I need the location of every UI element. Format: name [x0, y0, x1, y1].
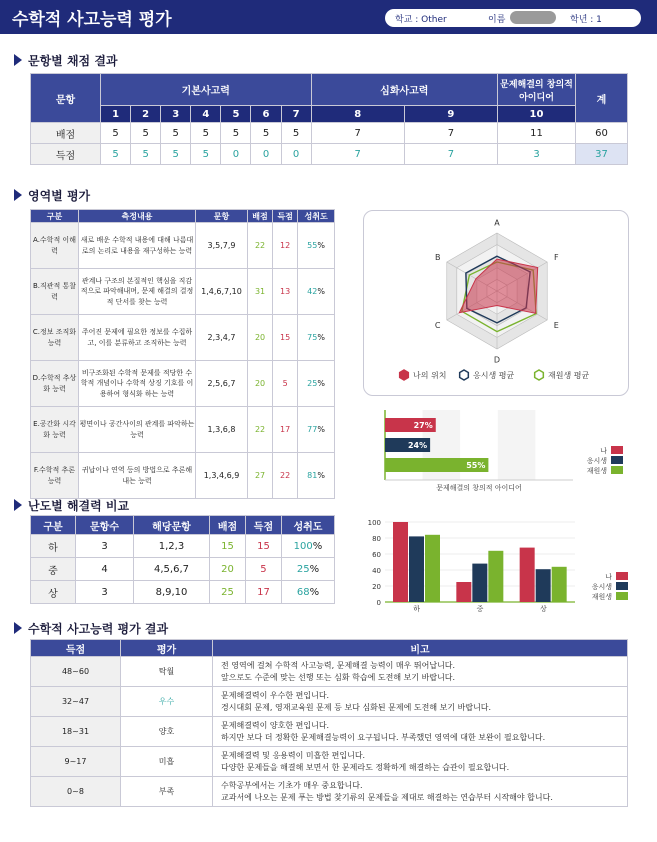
note-line: 문제해결력이 우수한 편입니다. [221, 690, 330, 700]
area-points: 31 [248, 269, 273, 315]
area-score: 17 [273, 407, 298, 453]
radar-axis-label: E [553, 321, 559, 331]
category-label: 상 [539, 605, 547, 613]
score-cell: 7 [404, 144, 497, 165]
area-pct [298, 223, 335, 269]
result-row [31, 777, 628, 807]
level: 상 [31, 581, 76, 604]
area-items: 1,4,6,7,10 [196, 269, 248, 315]
area-row [31, 361, 335, 407]
pct-value: 25 [307, 378, 318, 388]
level: 하 [31, 535, 76, 558]
item-number: 5 [221, 106, 251, 123]
points-cell: 7 [404, 123, 497, 144]
legend-label: 응시생 [586, 457, 607, 465]
header-cell: 문항수 [76, 516, 134, 535]
area-score: 22 [273, 453, 298, 499]
pct [281, 581, 334, 604]
count: 3 [76, 581, 134, 604]
points-cell: 5 [161, 123, 191, 144]
score-cell: 3 [498, 144, 576, 165]
legend-marker [460, 370, 469, 380]
area-points: 22 [248, 223, 273, 269]
note [213, 657, 628, 687]
school-label: 학교 : Other [395, 15, 447, 25]
range: 0~8 [31, 777, 121, 807]
section-title-difficulty: 난도별 해결력 비교 [14, 497, 129, 514]
category-label: 문제해결의 창의적 아이디어 [436, 484, 522, 492]
difficulty-row [31, 558, 335, 581]
arrow-icon [14, 499, 22, 511]
note [213, 717, 628, 747]
area-points: 20 [248, 361, 273, 407]
item-number: 7 [281, 106, 311, 123]
legend-label: 재원생 [586, 467, 607, 475]
area-score: 15 [273, 315, 298, 361]
grade: 미흡 [121, 747, 213, 777]
score: 17 [245, 581, 281, 604]
score-cell: 7 [311, 144, 404, 165]
pct-value: 25 [296, 563, 310, 575]
pct-unit: % [317, 286, 325, 296]
pct-unit: % [317, 378, 325, 388]
radar-axis-label: D [493, 355, 501, 365]
area-pct [298, 315, 335, 361]
arrow-icon [14, 54, 22, 66]
note-line: 문제해결력 및 응용력이 미흡한 편입니다. [221, 750, 366, 760]
area-name: B.직관적 통찰력 [31, 269, 79, 315]
pct [281, 535, 334, 558]
creative-bar-chart [375, 408, 635, 493]
grade-label: 학년 : 1 [570, 15, 602, 25]
area-desc: 평면이나 공간사이의 관계를 파악하는 능력 [79, 407, 196, 453]
note [213, 777, 628, 807]
pct-unit: % [317, 332, 325, 342]
legend-swatch [616, 592, 628, 600]
radar-chart [364, 211, 630, 397]
area-score: 12 [273, 223, 298, 269]
pct-unit: % [309, 563, 320, 575]
note [213, 747, 628, 777]
legend-marker [400, 370, 409, 380]
points-total: 60 [576, 123, 628, 144]
item-number: 8 [311, 106, 404, 123]
note [213, 687, 628, 717]
grade: 양호 [121, 717, 213, 747]
radar-panel [363, 210, 629, 396]
pct-unit: % [317, 424, 325, 434]
bar [536, 569, 551, 602]
range: 48~60 [31, 657, 121, 687]
range: 18~31 [31, 717, 121, 747]
score-cell: 5 [191, 144, 221, 165]
radar-axis-label: F [553, 252, 559, 262]
difficulty-row [31, 535, 335, 558]
area-name: E.공간화 시각화 능력 [31, 407, 79, 453]
legend-marker [535, 370, 544, 380]
points-cell: 5 [191, 123, 221, 144]
header-cell: 문항 [196, 210, 248, 223]
difficulty-table [30, 515, 335, 604]
range: 9~17 [31, 747, 121, 777]
score-cell: 5 [161, 144, 191, 165]
item-number: 4 [191, 106, 221, 123]
pct [281, 558, 334, 581]
item-number: 10 [498, 106, 576, 123]
score-total: 37 [576, 144, 628, 165]
name-redacted [510, 11, 556, 24]
points-cell: 5 [101, 123, 131, 144]
note-line: 앞으로도 수준에 맞는 선행 또는 심화 학습에 도전해 보기 바랍니다. [221, 672, 456, 682]
legend-swatch [611, 456, 623, 464]
pct-unit: % [309, 586, 320, 598]
radar-axis-label: A [494, 218, 500, 228]
level: 중 [31, 558, 76, 581]
y-tick-label: 100 [367, 519, 381, 527]
area-row [31, 269, 335, 315]
pct-unit: % [312, 540, 323, 552]
pct-value: 75 [307, 332, 318, 342]
bar [425, 535, 440, 602]
area-desc: 관계나 구조의 본질적인 핵심을 직감적으로 파악해내며, 문제 해결의 결정적 단서를 찾는 능력 [79, 269, 196, 315]
category-label: 하 [413, 605, 421, 613]
difficulty-row [31, 581, 335, 604]
area-name: D.수학적 추상화 능력 [31, 361, 79, 407]
header-basic: 기본사고력 [101, 74, 312, 106]
header-creative: 문제해결의 창의적 아이디어 [498, 74, 576, 106]
score-cell: 0 [221, 144, 251, 165]
range: 32~47 [31, 687, 121, 717]
bar [472, 564, 487, 602]
area-items: 2,3,4,7 [196, 315, 248, 361]
item-number: 6 [251, 106, 281, 123]
header-cell: 해당문항 [134, 516, 210, 535]
area-pct [298, 407, 335, 453]
area-items: 1,3,6,8 [196, 407, 248, 453]
item-score-table [30, 73, 628, 165]
note-line: 경시대회 문제, 영재교육원 문제 등 보다 심화된 문제에 도전해 보기 바랍니다. [221, 702, 492, 712]
section-title-result: 수학적 사고능력 평가 결과 [14, 620, 168, 637]
area-desc: 주어진 문제에 필요한 정보를 수집하고, 이를 분류하고 조직하는 능력 [79, 315, 196, 361]
note-line: 수학공부에서는 기초가 매우 중요합니다. [221, 780, 363, 790]
bar [393, 522, 408, 602]
legend-swatch [611, 466, 623, 474]
y-tick-label: 80 [372, 535, 381, 543]
page-title: 수학적 사고능력 평가 [12, 10, 172, 30]
header-cell: 성취도 [298, 210, 335, 223]
area-pct [298, 269, 335, 315]
grade: 우수 [121, 687, 213, 717]
header-cell: 성취도 [281, 516, 334, 535]
header-cell: 측정내용 [79, 210, 196, 223]
header-cell: 구분 [31, 210, 79, 223]
area-pct [298, 361, 335, 407]
bar [456, 582, 471, 602]
pct-value: 81 [307, 470, 318, 480]
difficulty-bar-chart [355, 512, 640, 617]
pct-value: 100 [293, 540, 313, 552]
note-line: 교과서에 나오는 문제 푸는 방법 찾기류의 문제들을 제대로 해결하는 연습부터 시작해야 합니다. [221, 792, 553, 802]
area-row [31, 223, 335, 269]
points-cell: 5 [251, 123, 281, 144]
area-desc: 귀납이나 연역 등의 방법으로 추론해 내는 능력 [79, 453, 196, 499]
student-info [385, 9, 641, 27]
item-number: 2 [131, 106, 161, 123]
header-deep: 심화사고력 [311, 74, 497, 106]
y-tick-label: 60 [372, 551, 381, 559]
grid-band [498, 410, 536, 480]
header-cell: 비고 [213, 640, 628, 657]
header-cell: 평가 [121, 640, 213, 657]
area-name: C.정보 조직화 능력 [31, 315, 79, 361]
pct-value: 68 [296, 586, 310, 598]
bar [552, 567, 567, 602]
items: 4,5,6,7 [134, 558, 210, 581]
area-name: A.수학적 이해력 [31, 223, 79, 269]
area-score: 13 [273, 269, 298, 315]
y-tick-label: 0 [376, 599, 381, 607]
note-line: 하지만 보다 더 정확한 문제해결능력이 요구됩니다. 부족했던 영역에 대한 보완이 필요합니다. [221, 732, 546, 742]
result-table [30, 639, 628, 807]
area-points: 20 [248, 315, 273, 361]
item-number: 1 [101, 106, 131, 123]
note-line: 전 영역에 걸쳐 수학적 사고능력, 문제해결 능력이 매우 뛰어납니다. [221, 660, 456, 670]
legend-swatch [616, 572, 628, 580]
arrow-icon [14, 622, 22, 634]
pct-unit: % [317, 240, 325, 250]
category-label: 중 [476, 605, 484, 613]
points-cell: 7 [311, 123, 404, 144]
points: 20 [210, 558, 246, 581]
points-cell: 5 [131, 123, 161, 144]
area-desc: 비구조화된 수학적 문제를 적당한 수학적 개념이나 수학적 상징 기호를 이용하여 형식화 하는 능력 [79, 361, 196, 407]
header-cell: 배점 [248, 210, 273, 223]
area-row [31, 407, 335, 453]
legend-label: 재원생 평균 [548, 371, 590, 380]
grade: 탁월 [121, 657, 213, 687]
points-cell: 5 [221, 123, 251, 144]
legend-label: 응시생 평균 [473, 371, 515, 380]
section-title-areas: 영역별 평가 [14, 187, 90, 204]
points: 15 [210, 535, 246, 558]
result-row [31, 717, 628, 747]
points-cell: 11 [498, 123, 576, 144]
count: 3 [76, 535, 134, 558]
header-cell: 배점 [210, 516, 246, 535]
result-row [31, 657, 628, 687]
arrow-icon [14, 189, 22, 201]
header-cell: 득점 [273, 210, 298, 223]
area-desc: 새로 배운 수학적 내용에 대해 나름대로의 논리로 내용을 재구성하는 능력 [79, 223, 196, 269]
note-line: 다양한 문제들을 해결해 보면서 한 문제라도 정확하게 해결하는 습관이 필요합니다. [221, 762, 510, 772]
count: 4 [76, 558, 134, 581]
item-number: 9 [404, 106, 497, 123]
bar-label: 55% [466, 461, 486, 470]
score: 15 [245, 535, 281, 558]
area-points: 27 [248, 453, 273, 499]
score-cell: 5 [131, 144, 161, 165]
row-label-points: 배점 [31, 123, 101, 144]
pct-value: 42 [307, 286, 318, 296]
score-cell: 0 [281, 144, 311, 165]
header-bar [0, 0, 657, 34]
header-cell: 득점 [31, 640, 121, 657]
header-total: 계 [576, 74, 628, 123]
y-tick-label: 20 [372, 583, 381, 591]
area-points: 22 [248, 407, 273, 453]
bar [488, 551, 503, 602]
name-label: 이름 [488, 15, 506, 25]
area-name: F.수학적 추론 능력 [31, 453, 79, 499]
area-items: 3,5,7,9 [196, 223, 248, 269]
header-item: 문항 [31, 74, 101, 123]
score: 5 [245, 558, 281, 581]
header-cell: 득점 [245, 516, 281, 535]
legend-swatch [611, 446, 623, 454]
score-cell: 0 [251, 144, 281, 165]
area-table [30, 209, 335, 499]
area-items: 1,3,4,6,9 [196, 453, 248, 499]
points: 25 [210, 581, 246, 604]
note-line: 문제해결력이 양호한 편입니다. [221, 720, 330, 730]
area-items: 2,5,6,7 [196, 361, 248, 407]
bar [409, 536, 424, 602]
legend-label: 응시생 [591, 583, 612, 591]
score-cell: 5 [101, 144, 131, 165]
legend-label: 나의 위치 [413, 371, 447, 380]
result-row [31, 687, 628, 717]
pct-unit: % [317, 470, 325, 480]
legend-swatch [616, 582, 628, 590]
item-number: 3 [161, 106, 191, 123]
area-row [31, 315, 335, 361]
bar-label: 27% [413, 421, 433, 430]
area-pct [298, 453, 335, 499]
legend-label: 재원생 [591, 593, 612, 601]
legend-label: 나 [605, 573, 612, 581]
items: 8,9,10 [134, 581, 210, 604]
pct-value: 77 [307, 424, 318, 434]
area-score: 5 [273, 361, 298, 407]
radar-axis-label: C [434, 321, 441, 331]
items: 1,2,3 [134, 535, 210, 558]
row-label-score: 득점 [31, 144, 101, 165]
bar [520, 548, 535, 602]
area-row [31, 453, 335, 499]
radar-axis-label: B [434, 252, 441, 262]
pct-value: 55 [307, 240, 318, 250]
header-cell: 구분 [31, 516, 76, 535]
grade: 부족 [121, 777, 213, 807]
grid-band [535, 410, 573, 480]
result-row [31, 747, 628, 777]
legend-label: 나 [600, 447, 607, 455]
section-title-items: 문항별 채점 결과 [14, 52, 118, 69]
bar-label: 24% [407, 441, 428, 450]
points-cell: 5 [281, 123, 311, 144]
y-tick-label: 40 [372, 567, 381, 575]
